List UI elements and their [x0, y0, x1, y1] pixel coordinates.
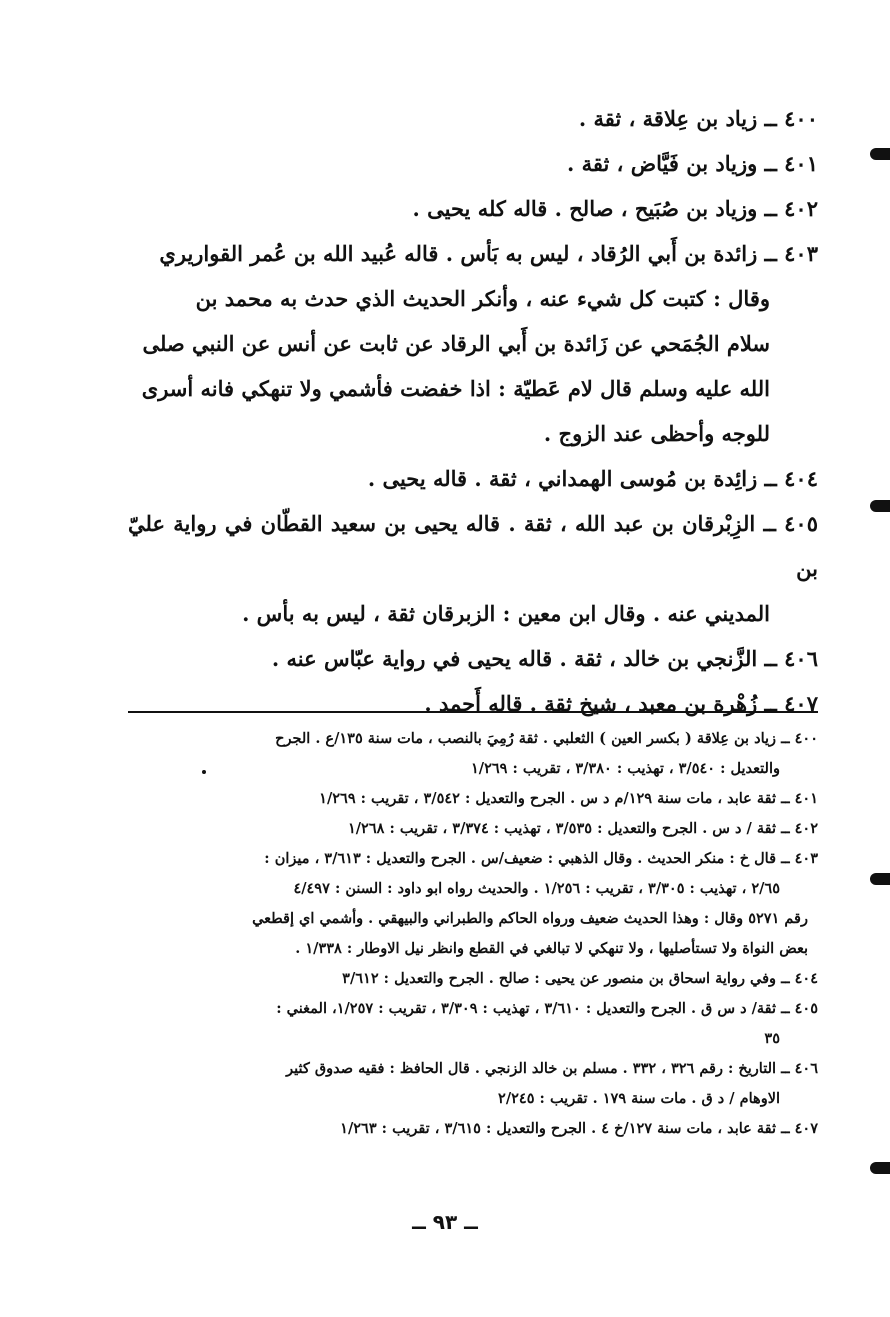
ink-dot — [202, 770, 206, 774]
footnotes — [128, 724, 818, 1144]
footnote-405: ٤٠٥ ــ ثقة/ د س ق . الجرح والتعديل : ٣/٦١٠ ، تهذيب : ٣/٣٠٩ ، تقريب : ١/٢٥٧، المغني : ٣٥ — [276, 1000, 818, 1047]
entry-405: ٤٠٥ ــ الزِبْرقان بن عبد الله ، ثقة . قاله يحيى بن سعيد القطّان في رواية عليّ بن المديني عنه . وقال ابن معين : الزبرقان ثقة ، ليس به بأس . — [128, 511, 818, 626]
edge-mark — [870, 500, 890, 512]
page-number: ــ ٩٣ ــ — [412, 1210, 478, 1234]
footnote-406: ٤٠٦ ــ التاريخ : رقم ٣٢٦ ، ٣٣٢ . مسلم بن خالد الزنجي . قال الحافظ : فقيه صدوق كثير الاوهام / د ق . مات سنة ١٧٩ . تقريب : ٢/٢٤٥ — [286, 1060, 818, 1107]
entry-402: ٤٠٢ ــ وزياد بن صُبَيح ، صالح . قاله كله يحيى . — [412, 196, 818, 221]
edge-mark — [870, 148, 890, 160]
footnote-401: ٤٠١ ــ ثقة عابد ، مات سنة ١٢٩/م د س . الجرح والتعديل : ٣/٥٤٢ ، تقريب : ١/٢٦٩ — [319, 790, 818, 807]
entry-403: ٤٠٣ ــ زائدة بن أَبي الرُقاد ، ليس به بَأس . قاله عُبيد الله بن عُمر القواريري وقال : كتبت كل شيء عنه ، وأنكر الحديث الذي حدث به محمد بن سلام الجُمَحي عن زَائدة بن أَبي الرقاد عن ثابت عن أنس عن النبي صلى الله عليه وسلم قال لام عَطيّة : اذا خفضت فأشمي ولا تنهكي فانه أسرى للوجه وأحظى عند الزوج . — [141, 241, 818, 446]
edge-mark — [870, 1162, 890, 1174]
entry-406: ٤٠٦ ــ الزَّنجي بن خالد ، ثقة . قاله يحيى في رواية عبّاس عنه . — [271, 646, 818, 671]
footnote-402: ٤٠٢ ــ ثقة / د س . الجرح والتعديل : ٣/٥٣٥ ، تهذيب : ٣/٣٧٤ ، تقريب : ١/٢٦٨ — [347, 820, 818, 837]
footnote-separator — [128, 711, 818, 713]
entry-401: ٤٠١ ــ وزياد بن فَيَّاض ، ثقة . — [566, 151, 818, 176]
footnote-407: ٤٠٧ ــ ثقة عابد ، مات سنة ١٢٧/خ ٤ . الجرح والتعديل : ٣/٦١٥ ، تقريب : ١/٢٦٣ — [340, 1120, 818, 1137]
entry-400: ٤٠٠ ــ زياد بن عِلاقة ، ثقة . — [578, 106, 818, 131]
entry-407: ٤٠٧ ــ زُهْرة بن معبد ، شيخ ثقة . قاله أَحمد . — [424, 691, 818, 716]
entry-404: ٤٠٤ ــ زائِدة بن مُوسى الهمداني ، ثقة . قاله يحيى . — [367, 466, 818, 491]
footnote-400: ٤٠٠ ــ زياد بن عِلاقة ( بكسر العين ) الثعلبي . ثقة رُمِيَ بالنصب ، مات سنة ١٣٥/ع . الجرح والتعديل : ٣/٥٤٠ ، تهذيب : ٣/٣٨٠ ، تقريب : ١/٢٦٩ — [275, 730, 818, 777]
footnote-403: ٤٠٣ ــ قال خ : منكر الحديث . وقال الذهبي : ضعيف/س . الجرح والتعديل : ٣/٦١٣ ، ميزان : ٢/٦٥ ، تهذيب : ٣/٣٠٥ ، تقريب : ١/٢٥٦ . والحديث رواه ابو داود : السنن : ٤/٤٩٧ رقم ٥٢٧١ وقال : وهذا الحديث ضعيف ورواه الحاكم والطبراني والبيهقي . وأشمي اي إقطعي بعض النواة ولا تستأصليها ، ولا تنهكي لا تبالغي في القطع وانظر نيل الاوطار : ١/٣٣٨ . — [252, 850, 818, 957]
footnote-404: ٤٠٤ ــ وفي رواية اسحاق بن منصور عن يحيى : صالح . الجرح والتعديل : ٣/٦١٢ — [342, 970, 818, 987]
main-text — [128, 96, 818, 726]
edge-mark — [870, 873, 890, 885]
